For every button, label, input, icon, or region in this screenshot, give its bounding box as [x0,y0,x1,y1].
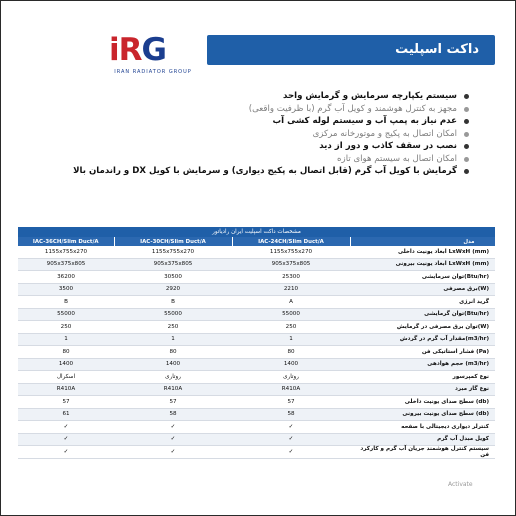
logo-subtitle: IRAN RADIATOR GROUP [114,69,192,75]
row-label: (mm) LxWxH ابعاد یونیت بیرونی [350,258,495,271]
logo-mark-g: G [141,32,166,68]
table-row [18,296,495,309]
feature-text: گرمایش با کویل آب گرم (قابل اتصال به پکیج دیواری) و سرمایش با کویل DX و راندمان بالا [73,166,457,176]
table-cell: 1155x755x270 [18,246,114,258]
table-cell: 58 [232,408,350,421]
table-cell: 3500 [18,283,114,296]
table-cell: ✓ [114,446,232,459]
table-row [18,371,495,384]
table-cell: ✓ [232,446,350,459]
activate-watermark: Activate [448,481,473,488]
table-cell: 250 [18,321,114,334]
table-cell: 2210 [232,283,350,296]
table-cell: 1155x755x270 [232,246,350,258]
table-cell: 1400 [232,358,350,371]
bullet-icon [464,144,469,149]
header-model-36: IAC-36CH/Slim Duct/A [18,237,114,246]
bullet-icon [464,119,469,124]
feature-item [151,91,469,102]
bullet-icon [464,157,469,162]
table-cell: ✓ [232,433,350,446]
table-cell: ✓ [18,446,114,459]
row-label: (mm) LxWxH ابعاد یونیت داخلی [350,246,495,258]
row-label: سیستم کنترل هوشمند جریان آب گرم و کارکرد فن [350,446,495,459]
feature-item [151,141,469,152]
table-cell: 61 [18,408,114,421]
table-row [18,346,495,359]
table-cell: B [114,296,232,309]
feature-text: سیستم یکپارچه سرمایش و گرمایش واحد [283,91,457,101]
row-label: (db) سطح صدای یونیت داخلی [350,396,495,409]
header-model-label: مدل [350,237,495,246]
bullet-icon [464,94,469,99]
table-cell: 80 [114,346,232,359]
table-cell: 57 [18,396,114,409]
table-cell: 30500 [114,271,232,284]
row-label: کنترلر دیواری دیجیتالی با صفحه [350,421,495,434]
table-cell: R410A [232,383,350,396]
table-cell: 57 [114,396,232,409]
spec-table-section [18,227,495,459]
table-row [18,333,495,346]
table-cell: 80 [232,346,350,359]
feature-item [73,166,469,177]
header-model-30: IAC-30CH/Slim Duct/A [114,237,232,246]
table-cell: روتاری [232,371,350,384]
iran-radiator-logo [109,33,199,89]
row-label: (W)توان برق مصرفی در گرمایش [350,321,495,334]
spec-table [18,237,496,459]
feature-item [151,116,469,127]
table-row [18,321,495,334]
feature-text: مجهز به کنترل هوشمند و کویل آب گرم (با ظرفیت واقعی) [248,103,457,114]
table-cell: 80 [18,346,114,359]
row-label: (W)برق مصرفی [350,283,495,296]
bullet-icon [464,132,469,137]
table-cell: ✓ [114,433,232,446]
table-cell: B [18,296,114,309]
row-label: نوع گاز مبرد [350,383,495,396]
row-label: کویل مبدل آب گرم [350,433,495,446]
table-cell: 55000 [114,308,232,321]
bullet-icon [464,169,469,174]
table-row [18,383,495,396]
table-cell: R410A [18,383,114,396]
row-label: (db) سطح صدای یونیت بیرونی [350,408,495,421]
table-cell: 905x375x805 [114,258,232,271]
row-label: (Pa) فشار استاتیکی فن [350,346,495,359]
table-cell: 58 [114,408,232,421]
table-cell: 1400 [114,358,232,371]
row-label: (Btu/hr)توان سرمایشی [350,271,495,284]
feature-text: عدم نیاز به پمپ آب و سیستم لوله کشی آب [272,116,457,126]
row-label: (m3/hr)مقدار آب گرم در گردش [350,333,495,346]
table-cell: 905x375x805 [18,258,114,271]
feature-item [151,104,469,115]
table-row [18,358,495,371]
table-cell: 1155x755x270 [114,246,232,258]
table-cell: 1 [114,333,232,346]
logo-mark [109,33,166,67]
header-bar [207,35,495,65]
bullet-icon [464,107,469,112]
table-row [18,283,495,296]
table-cell: ✓ [18,433,114,446]
table-row [18,246,495,258]
row-label: نوع کمپرسور [350,371,495,384]
table-cell: 250 [114,321,232,334]
table-row [18,408,495,421]
row-label: (m3/hr) حجم هوادهی [350,358,495,371]
feature-item [151,129,469,140]
table-row [18,396,495,409]
table-cell: 55000 [232,308,350,321]
table-cell: 905x375x805 [232,258,350,271]
feature-text: امکان اتصال به پکیج و موتورخانه مرکزی [312,128,457,139]
table-cell: اسکرال [18,371,114,384]
table-cell: 36200 [18,271,114,284]
table-cell: A [232,296,350,309]
table-row [18,271,495,284]
table-cell: 2920 [114,283,232,296]
table-cell: R410A [114,383,232,396]
feature-text: نصب در سقف کاذب و دور از دید [319,141,457,151]
feature-text: امکان اتصال به سیستم هوای تازه [337,153,457,164]
spec-table-header-row [18,237,495,246]
table-cell: ✓ [18,421,114,434]
table-cell: 1 [232,333,350,346]
table-row [18,308,495,321]
row-label: گرید انرژی [350,296,495,309]
table-cell: ✓ [232,421,350,434]
table-cell: 57 [232,396,350,409]
table-cell: 55000 [18,308,114,321]
table-cell: 1 [18,333,114,346]
table-row [18,433,495,446]
logo-mark-r: R [118,32,142,68]
table-row [18,421,495,434]
logo-mark-i: i [109,32,119,68]
header-model-24: IAC-24CH/Slim Duct/A [232,237,350,246]
spec-table-body [18,246,495,459]
page-title: داکت اسپلیت [395,42,479,57]
table-cell: 1400 [18,358,114,371]
feature-list [73,91,469,179]
table-cell: 25300 [232,271,350,284]
feature-item [151,154,469,165]
table-cell: ✓ [114,421,232,434]
table-row [18,258,495,271]
table-cell: 250 [232,321,350,334]
spec-table-title: مشخصات داکت اسپلیت ایران رادیاتور [18,227,495,237]
table-row [18,446,495,459]
table-cell: روتاری [114,371,232,384]
row-label: (Btu/hr)توان گرمایشی [350,308,495,321]
